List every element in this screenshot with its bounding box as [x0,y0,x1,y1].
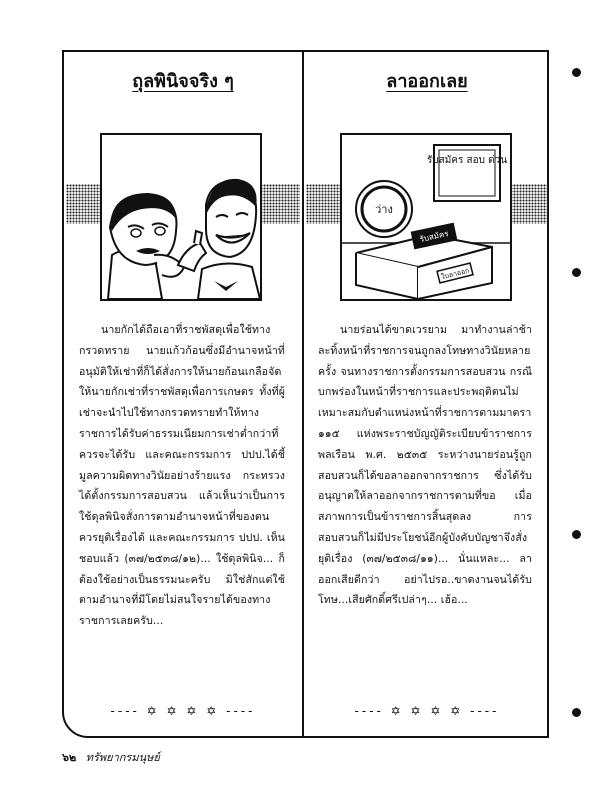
right-halftone-left [306,184,340,224]
right-halftone-right [510,184,548,224]
left-column-title: ถุลพินิจจริง ๆ [132,71,234,92]
left-halftone-right [260,184,300,224]
left-cartoon-illustration [102,135,260,299]
left-star-rule: ---- ✡ ✡ ✡ ✡ ---- [110,704,256,718]
left-cartoon-panel [100,133,262,301]
box-slot-text: ใบลาออก [440,266,471,282]
right-body-paragraph: นายร่อนได้ขาดเวรยาม มาทำงานล่าช้าละทิ้งหน้าที่ราชการจนถูกลงโทษทางวินัยหลายครั้ง จนทางราชการตั้งกรรมการสอบสวน กรณีบกพร่องในหน้าที่ราชการและประพฤติตนไม่เหมาะสมกับตำแหน่งหน้าที่ราชการตามมาตรา ๑๑๕ แห่งพระราชบัญญัติระเบียบข้าราชการพลเรือน พ.ศ. ๒๕๓๕ ระหว่างนายร่อนรู้ถูกสอบสวนก็ได้ขอลาออกจากราชการ ซึ่งได้รับอนุญาตให้ลาออกจากราชการตามที่ขอ เมื่อสภาพการเป็นข้าราชการสิ้นสุดลง การสอบสวนก็ไม่มีประโยชน์อีกผู้บังคับบัญชาจึงสั่งยุติเรื่อง (๓๗/๒๕๓๘/๑๑)... นั่นแหละ... ลาออกเสียดีกว่า อย่าไปรอ..ขาดงานจนได้รับโทษ...เสียศักดิ์ศรีเปล่าๆ... เฮ้อ... [318,324,532,607]
binder-hole-top [572,68,581,77]
binder-hole-lower [572,530,581,539]
box-label: รับสมัคร [418,229,450,244]
left-halftone-left [66,184,100,224]
left-body-paragraph: นายกักได้ถือเอาที่ราชพัสดุเพื่อใช้ทางกรวดทราย นายแก้วก้อนซึ่งมีอำนาจหน้าที่อนุมัติให้เช่าที่ก็ได้สั่งการให้นายก้อนเกลือจัดให้นายกักเช่าที่ราชพัสดุเพื่อการเกษตร ทั้งที่ผู้เช่าจะนำไปใช้ทางกรวดทรายทำให้ทางราชการได้รับค่าธรรมเนียมการเช่าต่ำกว่าที่ควรจะได้รับ และคณะกรรมการ ปปป.ได้ชี้มูลความผิดทางวินัยอย่างร้ายแรง กระทรวงได้ตั้งกรรมการสอบสวน แล้วเห็นว่าเป็นการใช้ดุลพินิจสั่งการตามอำนาจหน้าที่ของตน ควรยุติเรื่องได้ และคณะกรรมการ ปปป. เห็นชอบแล้ว (๓๗/๒๕๓๘/๑๒)... ใช้ดุลพินิจ... ก็ต้องใช้อย่างเป็นธรรมนะครับ มิใช่สักแต่ใช้ตามอำนาจที่มีโดยไม่สนใจรายได้ของทางราชการเลยครับ... [79,324,285,628]
right-column-title: ลาออกเลย [386,71,468,92]
page-number: ๖๒ [62,751,77,764]
binder-hole-bottom [572,708,581,717]
page-footer [62,748,160,766]
right-cartoon-panel [340,133,512,301]
binder-hole-middle [572,268,581,277]
publication-name: ทรัพยากรมนุษย์ [85,751,160,764]
clock-text: ว่าง [375,203,393,216]
right-cartoon-illustration [342,135,510,299]
sign-text: รับสมัคร สอบ ด่วน [426,155,508,166]
right-star-rule: ---- ✡ ✡ ✡ ✡ ---- [354,704,500,718]
left-column-body [79,320,285,632]
right-column-body [318,320,532,611]
column-divider [302,50,304,738]
